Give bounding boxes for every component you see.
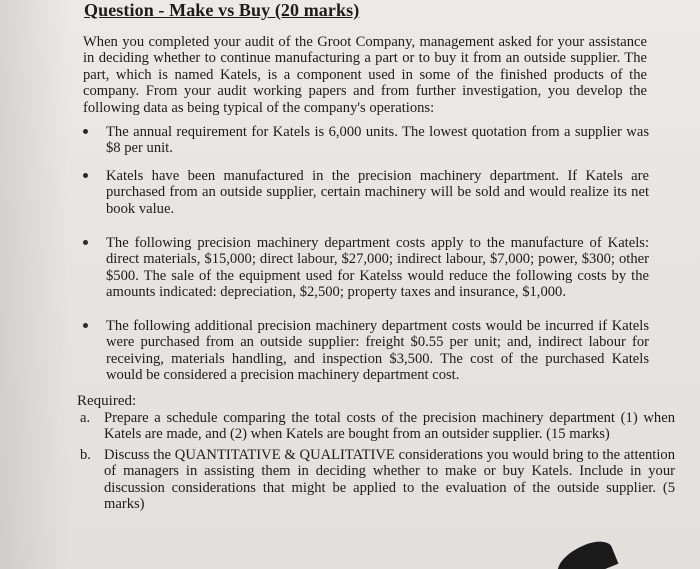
pen-tip-shadow — [552, 536, 619, 569]
bullet-text: The following additional precision machinery department costs would be incurred if Katels were purchased from an outside supplier: freight $0.55 per unit; and, indirect labour for receiving, materials handling, and inspection $3,500. The cost of the purchased Katels would be considered a precision machinery department cost. — [106, 318, 649, 384]
bullet-text: The following precision machinery department costs apply to the manufacture of Katels: direct materials, $15,000; direct labour, $27,000; indirect labour, $7,000; power, $300; other $500. The sale of the equipment used for Katelss would reduce the following costs by the amounts indicated: depreciation, $2,500; property taxes and insurance, $1,000. — [106, 235, 649, 301]
requirement-text: Prepare a schedule comparing the total costs of the precision machinery department (1) when Katels are made, and (2) when Katels are bought from an outsider supplier. (15 marks) — [104, 410, 675, 443]
requirement-letter: a. — [80, 410, 91, 426]
bullet-icon — [83, 129, 88, 134]
requirement-text: Discuss the QUANTITATIVE & QUALITATIVE considerations you would bring to the attention of managers in assisting them in deciding whether to make or buy Katels. Include in your discussion considerations that might be applied to the evaluation of the outside supplier. (5 marks) — [104, 447, 675, 513]
required-heading: Required: — [77, 393, 137, 409]
bullet-icon — [83, 323, 88, 328]
bullet-text: The annual requirement for Katels is 6,000 units. The lowest quotation from a supplier was $8 per unit. — [106, 124, 649, 157]
page-shadow — [0, 0, 70, 569]
intro-paragraph: When you completed your audit of the Groot Company, management asked for your assistance in deciding whether to continue manufacturing a part or to buy it from an outside supplier. The part, which is named Katels, is a component used in some of the finished products of the company. From your audit working papers and from further investigation, you develop the following data as being typical of the company's operations: — [83, 34, 647, 116]
bullet-icon — [83, 240, 88, 245]
question-title: Question - Make vs Buy (20 marks) — [84, 0, 360, 20]
bullet-text: Katels have been manufactured in the precision machinery department. If Katels are purchased from an outside supplier, certain machinery will be sold and would realize its net book value. — [106, 168, 649, 217]
requirement-letter: b. — [80, 447, 91, 463]
bullet-icon — [83, 173, 88, 178]
